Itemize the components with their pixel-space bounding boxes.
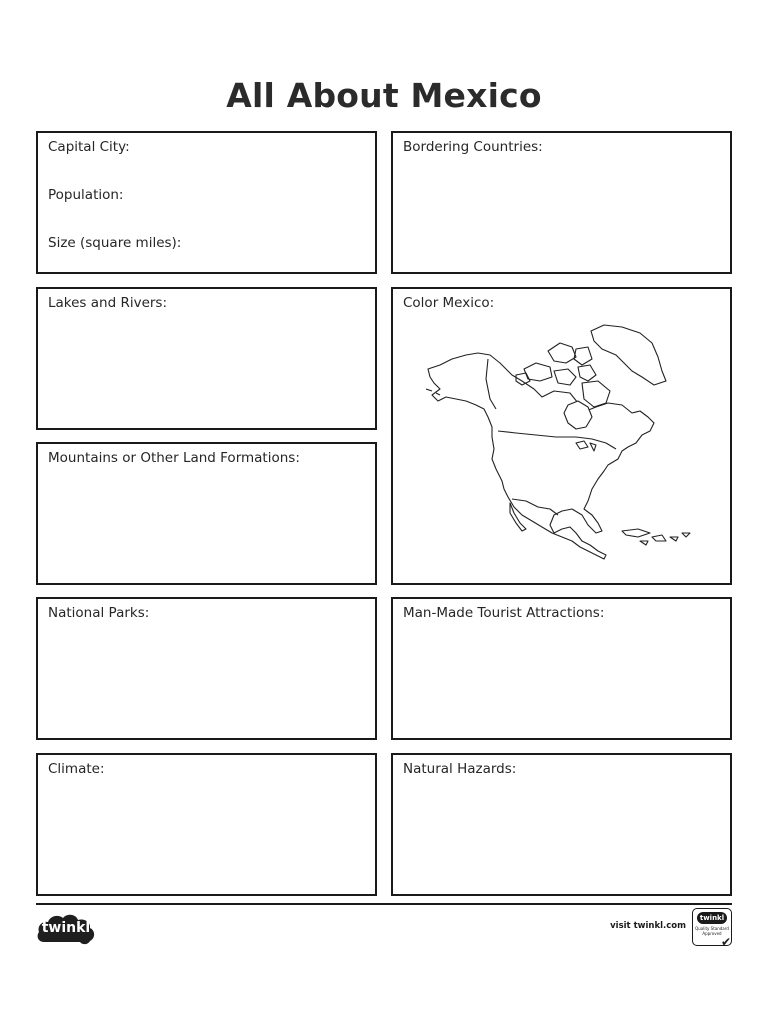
national-parks-label: National Parks:	[48, 605, 150, 621]
basics-box	[36, 131, 377, 274]
color-mexico-box	[391, 287, 732, 585]
footer-divider	[36, 903, 732, 905]
checkmark-icon: ✔	[721, 935, 732, 949]
size-label: Size (square miles):	[48, 235, 182, 251]
climate-box	[36, 753, 377, 896]
quality-badge	[692, 908, 732, 949]
man-made-attractions-label: Man-Made Tourist Attractions:	[403, 605, 605, 621]
north-america-map-icon	[426, 319, 696, 569]
mountains-label: Mountains or Other Land Formations:	[48, 450, 300, 466]
population-label: Population:	[48, 187, 124, 203]
climate-label: Climate:	[48, 761, 105, 777]
bordering-countries-box	[391, 131, 732, 274]
capital-city-label: Capital City:	[48, 139, 130, 155]
color-mexico-label: Color Mexico:	[403, 295, 495, 311]
badge-text: Quality Standard Approved	[695, 926, 729, 936]
visit-link[interactable]: visit twinkl.com	[610, 921, 686, 931]
mountains-box	[36, 442, 377, 585]
natural-hazards-box	[391, 753, 732, 896]
bordering-countries-label: Bordering Countries:	[403, 139, 543, 155]
page-title: All About Mexico	[226, 76, 542, 115]
man-made-attractions-box	[391, 597, 732, 740]
logo-text: twinkl	[41, 920, 91, 936]
badge-logo: twinkl	[697, 912, 727, 924]
lakes-rivers-label: Lakes and Rivers:	[48, 295, 168, 311]
twinkl-logo[interactable]	[36, 912, 96, 946]
national-parks-box	[36, 597, 377, 740]
natural-hazards-label: Natural Hazards:	[403, 761, 517, 777]
lakes-rivers-box	[36, 287, 377, 430]
